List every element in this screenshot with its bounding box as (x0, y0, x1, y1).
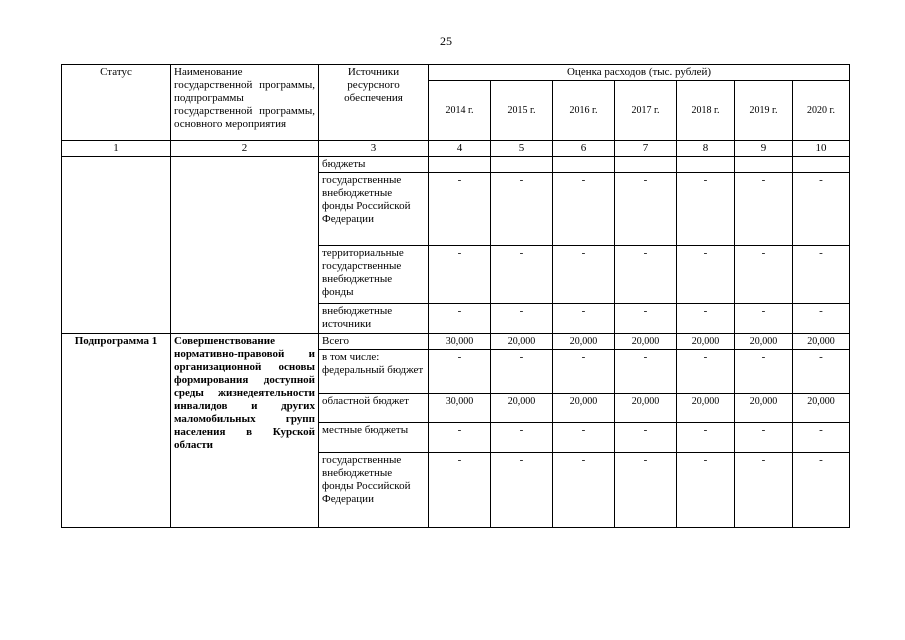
header-year: 2018 г. (677, 81, 735, 141)
value-cell: - (735, 423, 793, 453)
column-number: 9 (735, 141, 793, 157)
column-number: 1 (62, 141, 171, 157)
header-status: Статус (62, 65, 171, 141)
value-cell (793, 157, 850, 173)
column-number: 3 (319, 141, 429, 157)
value-cell (735, 157, 793, 173)
value-cell: - (429, 304, 491, 334)
value-cell (429, 157, 491, 173)
column-number: 4 (429, 141, 491, 157)
page-number: 25 (440, 34, 452, 48)
value-cell: - (735, 350, 793, 394)
value-cell: - (677, 453, 735, 528)
header-year: 2020 г. (793, 81, 850, 141)
source-cell: в том числе: федеральный бюджет (319, 350, 429, 394)
source-cell: местные бюджеты (319, 423, 429, 453)
column-number: 2 (171, 141, 319, 157)
source-cell: бюджеты (319, 157, 429, 173)
source-cell: Всего (319, 334, 429, 350)
table-row (62, 157, 850, 173)
value-cell: - (615, 173, 677, 246)
value-cell: - (429, 173, 491, 246)
value-cell: - (793, 453, 850, 528)
value-cell: - (615, 304, 677, 334)
subprogram-status: Подпрограмма 1 (62, 334, 171, 528)
value-cell: - (793, 423, 850, 453)
value-cell: - (615, 423, 677, 453)
value-cell: - (553, 350, 615, 394)
column-number: 7 (615, 141, 677, 157)
column-number: 10 (793, 141, 850, 157)
value-cell: - (429, 246, 491, 304)
value-cell (553, 157, 615, 173)
source-cell: государственные внебюджетные фонды Российской Федерации (319, 453, 429, 528)
value-cell: - (735, 453, 793, 528)
value-cell: - (553, 423, 615, 453)
status-cell-empty (62, 157, 171, 334)
value-cell: - (429, 350, 491, 394)
column-number-row (62, 141, 850, 157)
header-year: 2017 г. (615, 81, 677, 141)
value-cell: - (615, 246, 677, 304)
value-cell: - (429, 423, 491, 453)
value-cell: - (615, 453, 677, 528)
value-cell: - (553, 304, 615, 334)
value-cell: - (491, 173, 553, 246)
value-cell: - (553, 246, 615, 304)
source-cell: территориальные государственные внебюджетные фонды (319, 246, 429, 304)
value-cell: - (793, 173, 850, 246)
value-cell: - (793, 350, 850, 394)
value-cell (677, 157, 735, 173)
value-cell: - (553, 173, 615, 246)
value-cell: 20,000 (793, 394, 850, 423)
source-cell: государственные внебюджетные фонды Российской Федерации (319, 173, 429, 246)
column-number: 5 (491, 141, 553, 157)
value-cell (615, 157, 677, 173)
value-cell: - (735, 246, 793, 304)
header-year: 2014 г. (429, 81, 491, 141)
value-cell: 20,000 (735, 394, 793, 423)
value-cell: 20,000 (491, 394, 553, 423)
table-row (62, 334, 850, 350)
value-cell: - (735, 304, 793, 334)
value-cell: - (491, 423, 553, 453)
value-cell: - (491, 246, 553, 304)
value-cell: - (491, 350, 553, 394)
value-cell: - (677, 173, 735, 246)
value-cell: 20,000 (615, 394, 677, 423)
value-cell: 30,000 (429, 394, 491, 423)
value-cell: - (553, 453, 615, 528)
value-cell: 20,000 (735, 334, 793, 350)
value-cell: 20,000 (677, 394, 735, 423)
source-cell: внебюджетные источники (319, 304, 429, 334)
value-cell: - (793, 304, 850, 334)
value-cell: - (677, 246, 735, 304)
value-cell: 20,000 (677, 334, 735, 350)
column-number: 6 (553, 141, 615, 157)
column-number: 8 (677, 141, 735, 157)
value-cell: - (491, 453, 553, 528)
header-estimate: Оценка расходов (тыс. рублей) (429, 65, 850, 81)
name-cell-empty (171, 157, 319, 334)
value-cell (491, 157, 553, 173)
value-cell: - (677, 423, 735, 453)
subprogram-name: Совершенствование нормативно-правовой и организационной основы формирования доступной среды жизнедеятельности инвалидов и других маломобильных групп населения в Курской области (171, 334, 319, 528)
value-cell: 20,000 (615, 334, 677, 350)
value-cell: 20,000 (793, 334, 850, 350)
value-cell: - (735, 173, 793, 246)
header-sources: Источники ресурсного обеспечения (319, 65, 429, 141)
value-cell: 20,000 (553, 334, 615, 350)
header-year: 2016 г. (553, 81, 615, 141)
value-cell: - (429, 453, 491, 528)
value-cell: - (677, 350, 735, 394)
value-cell: - (491, 304, 553, 334)
value-cell: 20,000 (491, 334, 553, 350)
header-year: 2015 г. (491, 81, 553, 141)
value-cell: - (793, 246, 850, 304)
value-cell: - (615, 350, 677, 394)
value-cell: - (677, 304, 735, 334)
expenditure-table (61, 64, 850, 528)
header-year: 2019 г. (735, 81, 793, 141)
source-cell: областной бюджет (319, 394, 429, 423)
value-cell: 30,000 (429, 334, 491, 350)
header-name: Наименование государственной программы, подпрограммы государственной программы, основного мероприятия (171, 65, 319, 141)
value-cell: 20,000 (553, 394, 615, 423)
